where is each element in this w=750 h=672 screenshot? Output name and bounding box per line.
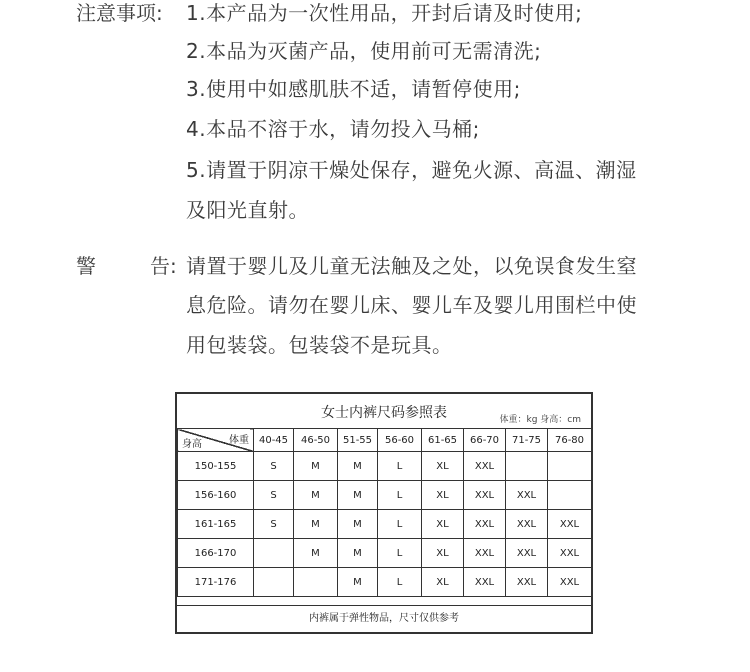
size-chart xyxy=(175,392,593,634)
table-row xyxy=(178,452,592,481)
height-range-cell: 171-176 xyxy=(178,568,254,597)
size-cell: XXL xyxy=(464,568,506,597)
weight-header: 71-75 xyxy=(506,429,548,452)
size-cell: M xyxy=(338,452,378,481)
size-cell: S xyxy=(254,452,294,481)
size-cell: M xyxy=(294,452,338,481)
size-cell: L xyxy=(378,481,422,510)
precaution-line-6: 及阳光直射。 xyxy=(186,198,309,222)
table-row xyxy=(178,568,592,597)
size-cell: M xyxy=(294,481,338,510)
size-cell: XXL xyxy=(506,510,548,539)
size-cell xyxy=(506,452,548,481)
size-cell: XL xyxy=(422,510,464,539)
precaution-line-2: 2.本品为灭菌产品，使用前可无需清洗; xyxy=(186,39,542,63)
size-cell: XXL xyxy=(464,452,506,481)
height-range-cell: 161-165 xyxy=(178,510,254,539)
size-chart-unit: 体重：kg 身高：cm xyxy=(499,415,581,425)
warning-line-2: 息危险。请勿在婴儿床、婴儿车及婴儿用围栏中使 xyxy=(186,293,637,317)
height-range-cell: 156-160 xyxy=(178,481,254,510)
size-cell: XXL xyxy=(506,568,548,597)
height-range-cell: 150-155 xyxy=(178,452,254,481)
size-cell: XXL xyxy=(464,510,506,539)
size-cell xyxy=(254,568,294,597)
table-row xyxy=(178,539,592,568)
size-cell: M xyxy=(338,510,378,539)
size-cell xyxy=(294,568,338,597)
warning-label-part1: 警 xyxy=(76,254,96,278)
table-row xyxy=(178,510,592,539)
height-range-cell: 166-170 xyxy=(178,539,254,568)
size-cell: XXL xyxy=(548,510,592,539)
size-cell: XL xyxy=(422,568,464,597)
size-cell: XL xyxy=(422,452,464,481)
size-cell: XL xyxy=(422,481,464,510)
size-cell: XXL xyxy=(548,539,592,568)
corner-weight-label: 体重 xyxy=(229,435,249,446)
size-cell: M xyxy=(338,539,378,568)
table-row xyxy=(178,481,592,510)
size-cell: L xyxy=(378,510,422,539)
size-cell: XXL xyxy=(548,568,592,597)
weight-header: 40-45 xyxy=(254,429,294,452)
warning-label-part2: 告: xyxy=(150,254,177,278)
size-cell: L xyxy=(378,452,422,481)
precaution-line-4: 4.本品不溶于水，请勿投入马桶; xyxy=(186,117,480,141)
size-cell xyxy=(254,539,294,568)
size-cell xyxy=(548,481,592,510)
warning-line-3: 用包装袋。包装袋不是玩具。 xyxy=(186,333,453,357)
size-cell: S xyxy=(254,481,294,510)
size-cell: M xyxy=(338,481,378,510)
precaution-line-3: 3.使用中如感肌肤不适，请暂停使用; xyxy=(186,77,521,101)
size-cell: M xyxy=(294,539,338,568)
corner-header-cell xyxy=(178,429,254,452)
precaution-line-5: 5.请置于阴凉干燥处保存，避免火源、高温、潮湿 xyxy=(186,158,637,182)
weight-header: 51-55 xyxy=(338,429,378,452)
warning-line-1: 请置于婴儿及儿童无法触及之处，以免误食发生窒 xyxy=(186,254,637,278)
size-cell: XXL xyxy=(464,539,506,568)
precaution-line-1: 1.本产品为一次性用品，开封后请及时使用; xyxy=(186,1,583,25)
precautions-label: 注意事项: xyxy=(76,1,163,25)
weight-header: 46-50 xyxy=(294,429,338,452)
size-cell: S xyxy=(254,510,294,539)
weight-header: 76-80 xyxy=(548,429,592,452)
size-cell: L xyxy=(378,568,422,597)
size-table xyxy=(177,428,592,597)
size-cell xyxy=(548,452,592,481)
size-cell: XL xyxy=(422,539,464,568)
size-cell: M xyxy=(294,510,338,539)
size-cell: L xyxy=(378,539,422,568)
size-table-header-row xyxy=(178,429,592,452)
size-cell: M xyxy=(338,568,378,597)
size-table-body xyxy=(178,452,592,597)
weight-header: 61-65 xyxy=(422,429,464,452)
size-chart-title: 女士内裤尺码参照表 xyxy=(321,405,447,421)
weight-header: 66-70 xyxy=(464,429,506,452)
weight-header: 56-60 xyxy=(378,429,422,452)
size-cell: XXL xyxy=(506,539,548,568)
size-chart-footnote: 内裤属于弹性物品，尺寸仅供参考 xyxy=(177,605,591,632)
size-cell: XXL xyxy=(464,481,506,510)
corner-height-label: 身高 xyxy=(182,439,202,450)
size-cell: XXL xyxy=(506,481,548,510)
